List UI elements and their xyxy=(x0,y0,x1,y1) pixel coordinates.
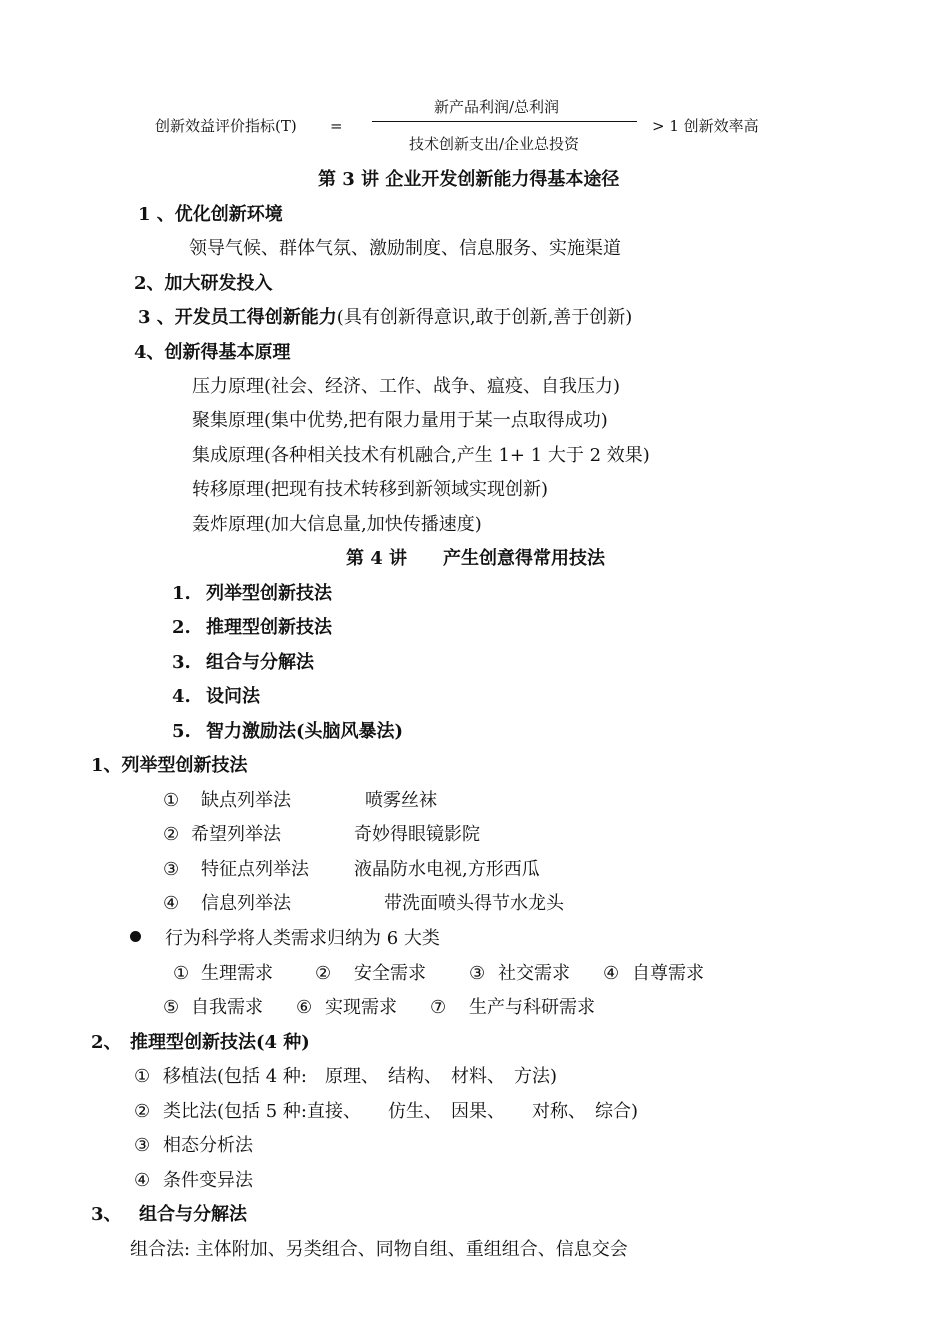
item-text: 优化创新环境 xyxy=(174,204,283,225)
infer-text: 移植法(包括 4 种: 原理、 结构、 材料、 方法) xyxy=(163,1066,558,1087)
need-text: 自尊需求 xyxy=(632,963,704,984)
enum-name: 特征点列举法 xyxy=(201,859,309,880)
principle-transfer: 转移原理(把现有技术转移到新领域实现创新) xyxy=(192,479,549,500)
method-text: 智力激励法(头脑风暴法) xyxy=(206,721,404,742)
infer-mark: ③ xyxy=(134,1135,151,1156)
enum-example: 液晶防水电视,方形西瓜 xyxy=(354,859,540,880)
item-note: (具有创新得意识,敢于创新,善于创新) xyxy=(336,307,633,328)
need-text: 生理需求 xyxy=(201,963,273,984)
fraction-bar xyxy=(372,121,637,122)
enum-name: 希望列举法 xyxy=(191,824,281,845)
lecture4-title: 第 4 讲 产生创意得常用技法 xyxy=(346,548,606,569)
method-item xyxy=(172,582,191,606)
need-text: 生产与科研需求 xyxy=(469,997,595,1018)
item-number: 4、 xyxy=(134,342,165,363)
need-mark: ⑤ xyxy=(163,997,180,1018)
lecture3-item4 xyxy=(134,341,291,365)
enum-mark: ④ xyxy=(163,893,180,914)
infer-mark: ④ xyxy=(134,1170,151,1191)
principle-integration: 集成原理(各种相关技术有机融合,产生 1+ 1 大于 2 效果) xyxy=(192,445,650,466)
method-item xyxy=(172,651,191,675)
item-number: 2. xyxy=(172,617,191,638)
section3-detail: 组合法: 主体附加、另类组合、同物自组、重组组合、信息交会 xyxy=(130,1239,628,1260)
lecture3-item3 xyxy=(138,306,632,330)
needs-bullet-text: 行为科学将人类需求归纳为 6 大类 xyxy=(165,928,440,949)
infer-text: 条件变异法 xyxy=(163,1170,253,1191)
formula-result: > 1 创新效率高 xyxy=(652,117,759,135)
principle-bombard: 轰炸原理(加大信息量,加快传播速度) xyxy=(192,514,482,535)
item-number: 3 、 xyxy=(138,307,175,328)
formula-numerator: 新产品利润/总利润 xyxy=(434,98,560,116)
enum-example: 喷雾丝袜 xyxy=(365,790,437,811)
enum-example: 奇妙得眼镜影院 xyxy=(354,824,480,845)
infer-mark: ① xyxy=(134,1066,151,1087)
need-mark: ② xyxy=(315,963,332,984)
section3-number: 3、 xyxy=(91,1204,122,1225)
need-text: 实现需求 xyxy=(325,997,397,1018)
lecture3-item1-detail: 领导气候、群体气氛、激励制度、信息服务、实施渠道 xyxy=(189,238,621,259)
item-number: 1 、 xyxy=(138,204,175,225)
item-number: 2、 xyxy=(134,273,165,294)
need-mark: ⑥ xyxy=(296,997,313,1018)
infer-text: 相态分析法 xyxy=(163,1135,253,1156)
method-text: 列举型创新技法 xyxy=(206,583,332,604)
need-mark: ⑦ xyxy=(430,997,447,1018)
method-item xyxy=(172,685,191,709)
need-mark: ④ xyxy=(603,963,620,984)
lecture3-title: 第 3 讲 企业开发创新能力得基本途径 xyxy=(318,169,620,190)
item-text: 创新得基本原理 xyxy=(164,342,291,363)
item-text: 加大研发投入 xyxy=(164,273,273,294)
need-text: 社交需求 xyxy=(498,963,570,984)
need-text: 安全需求 xyxy=(354,963,426,984)
item-number: 1. xyxy=(172,583,191,604)
section2-number: 2、 xyxy=(91,1032,122,1053)
need-mark: ③ xyxy=(469,963,486,984)
lecture3-item1 xyxy=(138,203,283,227)
section1-heading: 1、列举型创新技法 xyxy=(91,755,248,776)
lecture3-item2 xyxy=(134,272,273,296)
principle-pressure: 压力原理(社会、经济、工作、战争、瘟疫、自我压力) xyxy=(192,376,621,397)
enum-example: 带洗面喷头得节水龙头 xyxy=(384,893,564,914)
method-text: 推理型创新技法 xyxy=(206,617,332,638)
enum-name: 缺点列举法 xyxy=(201,790,291,811)
section2-heading: 推理型创新技法(4 种) xyxy=(130,1032,310,1053)
method-item xyxy=(172,616,191,640)
formula-label: 创新效益评价指标(T) xyxy=(155,117,297,135)
need-mark: ① xyxy=(173,963,190,984)
bullet-icon xyxy=(130,931,141,942)
item-number: 4. xyxy=(172,686,191,707)
method-text: 组合与分解法 xyxy=(206,652,314,673)
principle-focus: 聚集原理(集中优势,把有限力量用于某一点取得成功) xyxy=(192,410,608,431)
enum-mark: ③ xyxy=(163,859,180,880)
item-number: 3. xyxy=(172,652,191,673)
method-item xyxy=(172,720,191,744)
enum-mark: ② xyxy=(163,824,180,845)
item-text: 开发员工得创新能力 xyxy=(174,307,337,328)
need-text: 自我需求 xyxy=(191,997,263,1018)
formula-denominator: 技术创新支出/企业总投资 xyxy=(409,135,580,153)
formula-equals: = xyxy=(330,117,343,135)
section3-heading: 组合与分解法 xyxy=(139,1204,247,1225)
method-text: 设问法 xyxy=(206,686,260,707)
infer-mark: ② xyxy=(134,1101,151,1122)
enum-name: 信息列举法 xyxy=(201,893,291,914)
infer-text: 类比法(包括 5 种:直接、 仿生、 因果、 对称、 综合) xyxy=(163,1101,639,1122)
item-number: 5. xyxy=(172,721,191,742)
enum-mark: ① xyxy=(163,790,180,811)
